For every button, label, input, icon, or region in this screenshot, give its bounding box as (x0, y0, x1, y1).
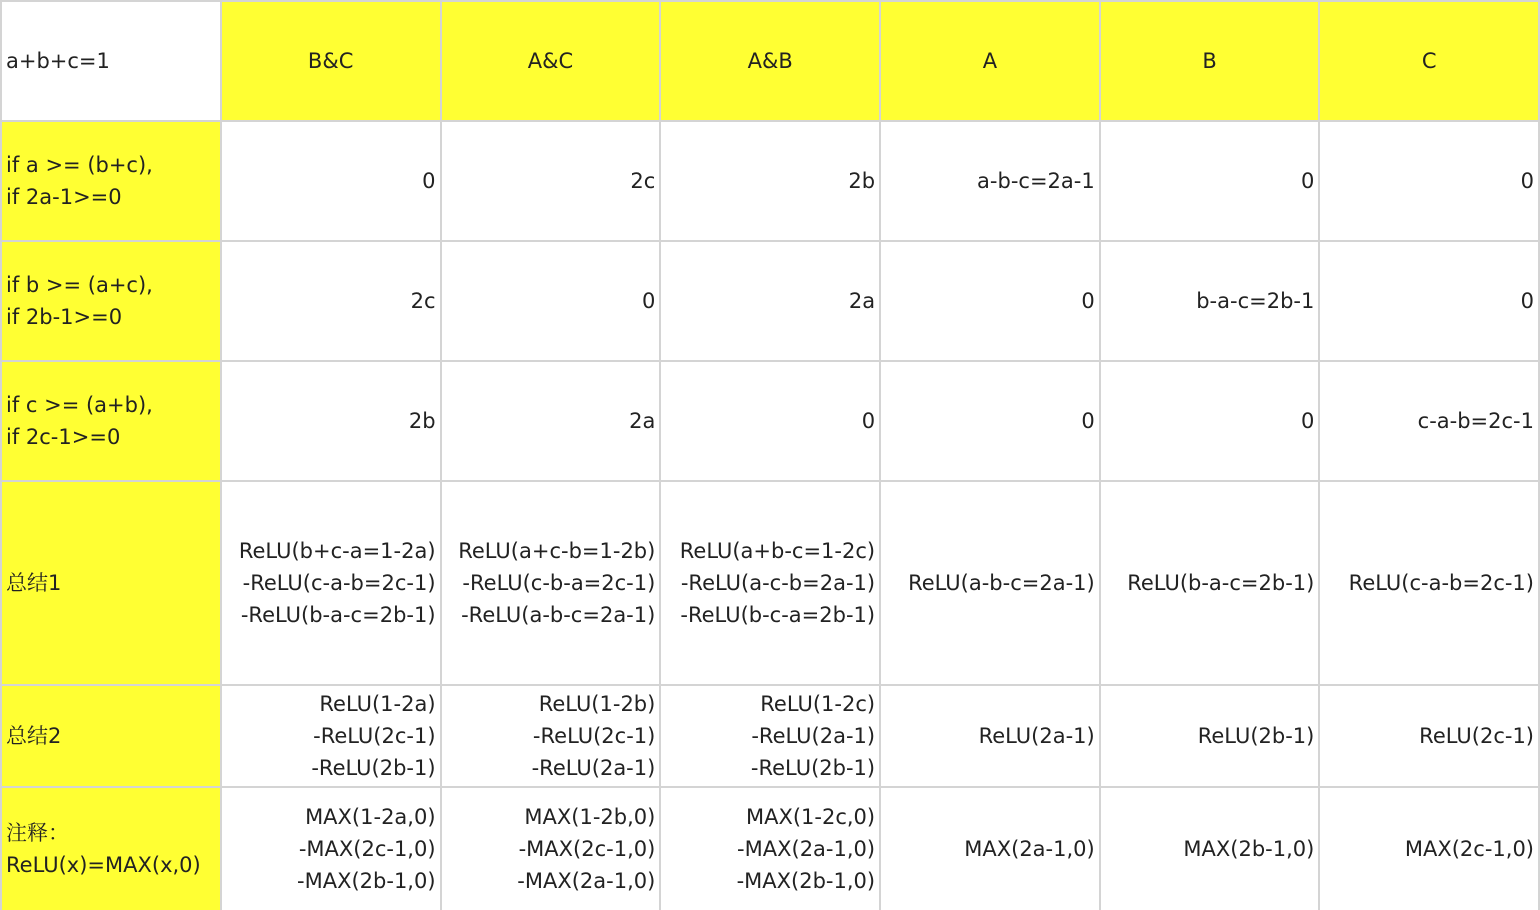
cell-text-line: -MAX(2b-1,0) (736, 869, 876, 893)
row-label-line: if b >= (a+c), (6, 273, 153, 297)
row-summary-1 (1, 481, 1539, 685)
cell-text-line: 2c (410, 289, 436, 313)
cell-b[interactable] (1100, 361, 1320, 481)
cell-a[interactable] (880, 481, 1100, 685)
cell-text-line: -ReLU(2b-1) (311, 756, 436, 780)
cell-ab[interactable] (660, 787, 880, 910)
cell-text-line: -ReLU(2a-1) (531, 756, 656, 780)
cell-text-line: MAX(1-2b,0) (524, 805, 656, 829)
row-label-cell[interactable] (1, 685, 221, 787)
cell-text-line: 0 (1081, 409, 1095, 433)
column-header-b[interactable]: B (1100, 1, 1320, 121)
cell-text-line: -ReLU(2c-1) (313, 724, 436, 748)
cell-text-line: -ReLU(b-c-a=2b-1) (680, 603, 876, 627)
cell-text-line: 0 (1520, 289, 1534, 313)
cell-text-line: ReLU(2c-1) (1419, 724, 1534, 748)
cell-a[interactable] (880, 121, 1100, 241)
row-label-cell[interactable] (1, 241, 221, 361)
cell-text-line: -ReLU(c-b-a=2c-1) (462, 571, 656, 595)
cell-c[interactable] (1319, 481, 1539, 685)
cell-text-line: ReLU(1-2b) (538, 692, 656, 716)
row-label-cell[interactable] (1, 361, 221, 481)
cell-text-line: 2c (630, 169, 656, 193)
cell-text-line: 0 (422, 169, 436, 193)
cell-a[interactable] (880, 361, 1100, 481)
cell-text-line: -ReLU(a-c-b=2a-1) (680, 571, 876, 595)
cell-text-line: -ReLU(c-a-b=2c-1) (242, 571, 436, 595)
cell-a[interactable] (880, 241, 1100, 361)
cell-text-line: -ReLU(2b-1) (750, 756, 876, 780)
cell-b[interactable] (1100, 241, 1320, 361)
cell-ab[interactable] (660, 121, 880, 241)
row-label-line: if 2a-1>=0 (6, 185, 122, 209)
cell-a[interactable] (880, 787, 1100, 910)
cell-text-line: ReLU(c-a-b=2c-1) (1348, 571, 1534, 595)
cell-a[interactable] (880, 685, 1100, 787)
cell-ac[interactable] (441, 685, 661, 787)
cell-text-line: 0 (1520, 169, 1534, 193)
cell-ac[interactable] (441, 241, 661, 361)
row-label-line: 注释： (6, 821, 69, 845)
cell-text-line: -ReLU(b-a-c=2b-1) (240, 603, 436, 627)
cell-c[interactable] (1319, 787, 1539, 910)
row-label-cell[interactable] (1, 481, 221, 685)
column-header-ab[interactable]: A&B (660, 1, 880, 121)
cell-text-line: 0 (861, 409, 876, 433)
column-header-a[interactable]: A (880, 1, 1100, 121)
cell-text-line: -ReLU(a-b-c=2a-1) (461, 603, 656, 627)
cell-bc[interactable] (221, 685, 441, 787)
cell-c[interactable] (1319, 361, 1539, 481)
cell-text-line: 0 (641, 289, 656, 313)
row-label-line: if 2c-1>=0 (6, 425, 121, 449)
cell-text-line: 2a (629, 409, 656, 433)
cell-text-line: ReLU(a+b-c=1-2c) (679, 539, 876, 563)
cell-text-line: 0 (1081, 289, 1095, 313)
row-label-line: 总结1 (6, 571, 62, 595)
cell-ab[interactable] (660, 241, 880, 361)
cell-ac[interactable] (441, 121, 661, 241)
cell-text-line: 0 (1300, 409, 1315, 433)
row-if-a (1, 121, 1539, 241)
cell-ab[interactable] (660, 361, 880, 481)
cell-bc[interactable] (221, 787, 441, 910)
cell-text-line: a-b-c=2a-1 (977, 169, 1095, 193)
cell-bc[interactable] (221, 481, 441, 685)
row-if-c (1, 361, 1539, 481)
cell-text-line: -MAX(2c-1,0) (518, 837, 656, 861)
cell-text-line: c-a-b=2c-1 (1417, 409, 1534, 433)
column-header-ac[interactable]: A&C (441, 1, 661, 121)
row-label-line: ReLU(x)=MAX(x,0) (6, 853, 201, 877)
cell-text-line: MAX(2b-1,0) (1183, 837, 1315, 861)
cell-ab[interactable] (660, 481, 880, 685)
cell-bc[interactable] (221, 361, 441, 481)
cell-b[interactable] (1100, 121, 1320, 241)
row-summary-2 (1, 685, 1539, 787)
cell-b[interactable] (1100, 685, 1320, 787)
cell-text-line: MAX(2c-1,0) (1404, 837, 1534, 861)
cell-text-line: -ReLU(2a-1) (751, 724, 876, 748)
cell-text-line: ReLU(a+c-b=1-2b) (458, 539, 656, 563)
column-header-bc[interactable]: B&C (221, 1, 441, 121)
header-row (1, 1, 1539, 121)
corner-cell[interactable]: a+b+c=1 (1, 1, 221, 121)
row-label-line: if 2b-1>=0 (6, 305, 123, 329)
row-label-cell[interactable] (1, 787, 221, 910)
cell-text-line: ReLU(1-2a) (319, 692, 436, 716)
cell-c[interactable] (1319, 241, 1539, 361)
cell-text-line: MAX(1-2c,0) (745, 805, 876, 829)
cell-text-line: -MAX(2a-1,0) (737, 837, 876, 861)
cell-text-line: ReLU(a-b-c=2a-1) (908, 571, 1095, 595)
cell-text-line: MAX(2a-1,0) (964, 837, 1095, 861)
cell-text-line: b-a-c=2b-1 (1196, 289, 1315, 313)
cell-text-line: 2b (848, 169, 876, 193)
cell-text-line: -ReLU(2c-1) (532, 724, 656, 748)
cell-text-line: ReLU(b-a-c=2b-1) (1127, 571, 1315, 595)
cell-text-line: 0 (1300, 169, 1315, 193)
cell-b[interactable] (1100, 481, 1320, 685)
row-label-line: if c >= (a+b), (6, 393, 153, 417)
cell-c[interactable] (1319, 121, 1539, 241)
column-header-c[interactable]: C (1319, 1, 1539, 121)
cell-text-line: -MAX(2b-1,0) (297, 869, 436, 893)
cell-ac[interactable] (441, 361, 661, 481)
row-if-b (1, 241, 1539, 361)
cell-b[interactable] (1100, 787, 1320, 910)
cell-text-line: ReLU(2a-1) (978, 724, 1095, 748)
cell-c[interactable] (1319, 685, 1539, 787)
cell-text-line: ReLU(2b-1) (1197, 724, 1315, 748)
cell-text-line: ReLU(b+c-a=1-2a) (238, 539, 436, 563)
cell-text-line: -MAX(2c-1,0) (298, 837, 436, 861)
cell-ab[interactable] (660, 685, 880, 787)
cell-bc[interactable] (221, 121, 441, 241)
cell-bc[interactable] (221, 241, 441, 361)
cell-text-line: -MAX(2a-1,0) (517, 869, 656, 893)
cell-text-line: ReLU(1-2c) (760, 692, 876, 716)
cell-text-line: 2a (848, 289, 876, 313)
row-label-line: 总结2 (6, 724, 62, 748)
row-label-cell[interactable] (1, 121, 221, 241)
cell-text-line: MAX(1-2a,0) (305, 805, 436, 829)
cell-ac[interactable] (441, 481, 661, 685)
cell-ac[interactable] (441, 787, 661, 910)
cell-text-line: 2b (408, 409, 436, 433)
row-note (1, 787, 1539, 910)
row-label-line: if a >= (b+c), (6, 153, 153, 177)
